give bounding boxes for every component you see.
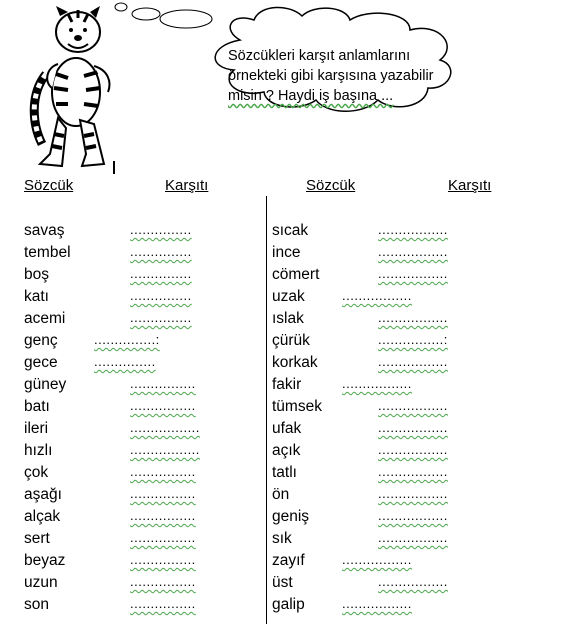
header-left-word: Sözcük	[24, 177, 74, 194]
word-row	[24, 529, 264, 551]
answer-blank[interactable]: .................	[378, 442, 448, 457]
word-text: ufak	[272, 420, 302, 437]
word-text: beyaz	[24, 552, 66, 569]
word-row	[24, 573, 264, 595]
word-text: tatlı	[272, 464, 297, 481]
text-caret	[113, 161, 115, 174]
column-divider	[266, 196, 267, 624]
word-text: güney	[24, 376, 67, 393]
answer-blank[interactable]: .................	[378, 244, 448, 259]
tiger-illustration	[28, 4, 118, 170]
cloud-line-2: örnekteki gibi karşısına yazabilir	[228, 68, 434, 84]
word-text: batı	[24, 398, 50, 415]
word-text: ince	[272, 244, 301, 261]
answer-blank[interactable]: ................	[130, 552, 196, 567]
word-row	[272, 441, 512, 463]
word-text: çok	[24, 464, 49, 481]
word-row	[272, 265, 512, 287]
word-row	[272, 353, 512, 375]
word-text: açık	[272, 442, 301, 459]
word-row	[24, 243, 264, 265]
word-row	[272, 287, 512, 309]
word-text: ileri	[24, 420, 49, 437]
answer-blank[interactable]: ...............	[130, 266, 192, 281]
word-text: alçak	[24, 508, 61, 525]
word-row	[24, 309, 264, 331]
answer-blank[interactable]: ...............:	[94, 332, 160, 347]
word-text: ıslak	[272, 310, 304, 327]
word-row	[24, 441, 264, 463]
answer-blank[interactable]: ................	[130, 596, 196, 611]
answer-blank[interactable]: .................	[378, 398, 448, 413]
word-row	[24, 353, 264, 375]
header-left-opposite: Karşıtı	[165, 177, 209, 194]
word-text: sıcak	[272, 222, 309, 239]
answer-blank[interactable]: .................	[342, 288, 412, 303]
answer-blank[interactable]: .................	[378, 508, 448, 523]
word-row	[24, 265, 264, 287]
answer-blank[interactable]: ................	[130, 530, 196, 545]
word-row	[272, 551, 512, 573]
answer-blank[interactable]: ................	[130, 376, 196, 391]
answer-blank[interactable]: .................	[378, 310, 448, 325]
answer-blank[interactable]: .................	[130, 420, 200, 435]
answer-blank[interactable]: .................	[378, 354, 448, 369]
word-text: son	[24, 596, 49, 613]
word-row	[24, 419, 264, 441]
word-row	[24, 287, 264, 309]
word-row	[24, 507, 264, 529]
answer-blank[interactable]: .................	[378, 574, 448, 589]
answer-blank[interactable]: .................	[342, 596, 412, 611]
word-text: geniş	[272, 508, 310, 525]
word-row	[272, 595, 512, 617]
word-row	[24, 551, 264, 573]
answer-blank[interactable]: ................:	[378, 332, 448, 347]
word-row	[272, 463, 512, 485]
word-row	[24, 397, 264, 419]
word-row	[272, 485, 512, 507]
word-row	[24, 375, 264, 397]
word-text: galip	[272, 596, 305, 613]
answer-blank[interactable]: .................	[378, 266, 448, 281]
word-text: korkak	[272, 354, 318, 371]
answer-blank[interactable]: .................	[342, 376, 412, 391]
answer-blank[interactable]: .................	[378, 464, 448, 479]
word-text: uzak	[272, 288, 305, 305]
word-row	[272, 529, 512, 551]
word-text: cömert	[272, 266, 320, 283]
cloud-text	[228, 46, 478, 106]
word-text: boş	[24, 266, 49, 283]
word-row	[24, 595, 264, 617]
answer-blank[interactable]: ...............	[130, 310, 192, 325]
word-text: ön	[272, 486, 290, 503]
cloud-line-3: misin ? Haydi iş başına ...	[228, 88, 394, 104]
word-row	[272, 419, 512, 441]
word-row	[272, 309, 512, 331]
answer-blank[interactable]: ................	[130, 508, 196, 523]
word-text: katı	[24, 288, 49, 305]
word-text: fakir	[272, 376, 302, 393]
answer-blank[interactable]: ................	[130, 574, 196, 589]
cloud-line-1: Sözcükleri karşıt anlamlarını	[228, 48, 411, 64]
header-right-opposite: Karşıtı	[448, 177, 492, 194]
word-row	[272, 221, 512, 243]
word-row	[272, 375, 512, 397]
word-row	[24, 485, 264, 507]
answer-blank[interactable]: .................	[378, 486, 448, 501]
word-row	[272, 573, 512, 595]
word-row	[272, 331, 512, 353]
word-text: sık	[272, 530, 292, 547]
answer-blank[interactable]: ................	[130, 486, 196, 501]
word-text: aşağı	[24, 486, 62, 503]
word-text: zayıf	[272, 552, 305, 569]
answer-blank[interactable]: ...............	[130, 222, 192, 237]
answer-blank[interactable]: .................	[378, 222, 448, 237]
answer-blank[interactable]: .................	[378, 420, 448, 435]
word-text: hızlı	[24, 442, 53, 459]
word-row	[272, 397, 512, 419]
word-text: savaş	[24, 222, 65, 239]
word-text: çürük	[272, 332, 310, 349]
answer-blank[interactable]: ...............	[130, 244, 192, 259]
answer-blank[interactable]: ...............	[130, 288, 192, 303]
answer-blank[interactable]: .................	[342, 552, 412, 567]
word-text: acemi	[24, 310, 66, 327]
word-text: üst	[272, 574, 293, 591]
answer-blank[interactable]: .................	[378, 530, 448, 545]
word-row	[272, 507, 512, 529]
word-row	[24, 221, 264, 243]
answer-blank[interactable]: ................	[130, 398, 196, 413]
answer-blank[interactable]: .................	[130, 442, 200, 457]
word-text: tümsek	[272, 398, 322, 415]
word-row	[272, 243, 512, 265]
answer-blank[interactable]: ................	[130, 464, 196, 479]
word-text: genç	[24, 332, 58, 349]
word-row	[24, 463, 264, 485]
word-text: sert	[24, 530, 50, 547]
word-row	[24, 331, 264, 353]
word-text: gece	[24, 354, 58, 371]
word-text: uzun	[24, 574, 58, 591]
header-right-word: Sözcük	[306, 177, 356, 194]
answer-blank[interactable]: ...............	[94, 354, 156, 369]
word-text: tembel	[24, 244, 71, 261]
